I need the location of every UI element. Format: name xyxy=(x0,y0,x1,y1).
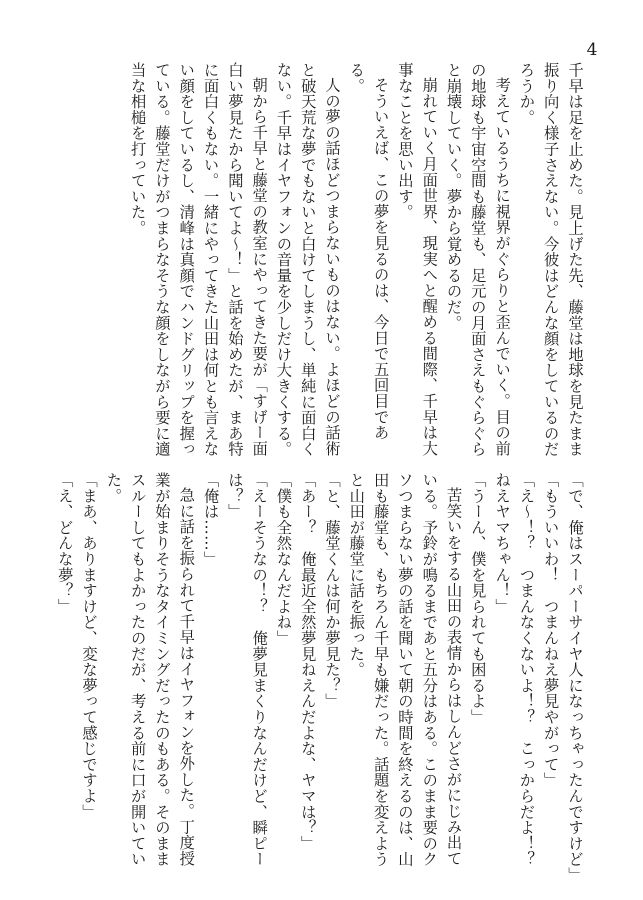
dialogue-line: 「うーん、僕を見られても困るよ」 xyxy=(468,472,487,725)
dialogue-line: 「俺は……」 xyxy=(201,472,220,567)
bottom-text-block xyxy=(53,472,587,883)
dialogue-line: 「まあ、ありますけど、変な夢って感じですよ」 xyxy=(80,472,99,820)
dialogue-line: 「あー？ 俺最近全然夢見ねえんだよな、ヤマは？」 xyxy=(298,472,317,852)
paragraph: 朝から千早と藤堂の教室にやってきた要が「すげー面白い夢見たから聞いてよ～！」と話を始めたが、まあ特に面白くもない。一緒にやってきた山田は何とも言えない顔をしているし、清峰は真顔でハンドグリップを握っている。藤堂だけがつまらなそうな顔をしながら要に適当な相槌を打っていた。 xyxy=(128,62,269,457)
dialogue-line: 「えーそうなの！？ 俺夢見まくりなんだけど、瞬ピーは？」 xyxy=(225,472,269,867)
paragraph: そういえば、この夢を見るのは、今日で五回目である。 xyxy=(347,62,390,441)
paragraph: 苦笑いをする山田の表情からはしんどさがにじみ出ている。予鈴が鳴るまであと五分はある。このまま要のクソつまらない夢の話を聞いて朝の時間を終えるのは、山田も藤堂も、もちろん千早も嫌だった。話題を変えようと山田が藤堂に話を振った。 xyxy=(347,472,463,867)
paragraph: 千早は足を止めた。見上げた先、藤堂は地球を見たまま振り向く様子さえない。今彼はどんな顔をしているのだろうか。 xyxy=(517,62,584,457)
paragraph: 人の夢の話ほどつまらないものはない。よほどの話術と破天荒な夢でもないと白けてしまうし、単純に面白くない。千早はイヤフォンの音量を少しだけ大きくする。 xyxy=(274,62,342,457)
paragraph: 崩れていく月面世界、現実へと醒める間際、千早は大事なことを思い出す。 xyxy=(395,62,439,457)
page-number: 4 xyxy=(586,40,598,60)
paragraph: 急に話を振られて千早はイヤフォンを外した。丁度授業が始まりそうなタイミングだったのもある。そのままスルーしてもよかったのだが、考える前に口が開いていた。 xyxy=(104,472,196,867)
dialogue-line: 「と、藤堂くんは何か夢見た？」 xyxy=(323,472,342,709)
dialogue-line: 「で、俺はスーパーサイヤ人になっちゃったんですけど」 xyxy=(566,472,584,883)
dialogue-line: 「え、どんな夢？」 xyxy=(55,472,74,615)
paragraph: 考えているうちに視界がぐらりと歪んでいく。目の前の地球も宇宙空間も藤堂も、足元の月面さえもぐらぐらと崩壊していく。夢から覚めるのだ。 xyxy=(444,62,512,457)
dialogue-line: 「僕も全然なんだよね」 xyxy=(274,472,293,646)
dialogue-line: 「え～！？ つまんなくないよ！？ こっからだよ！？ ねえヤマちゃん！」 xyxy=(493,472,536,883)
top-text-block xyxy=(53,62,587,462)
dialogue-line: 「もういいわ！ つまんねえ夢見やがって」 xyxy=(541,472,560,788)
